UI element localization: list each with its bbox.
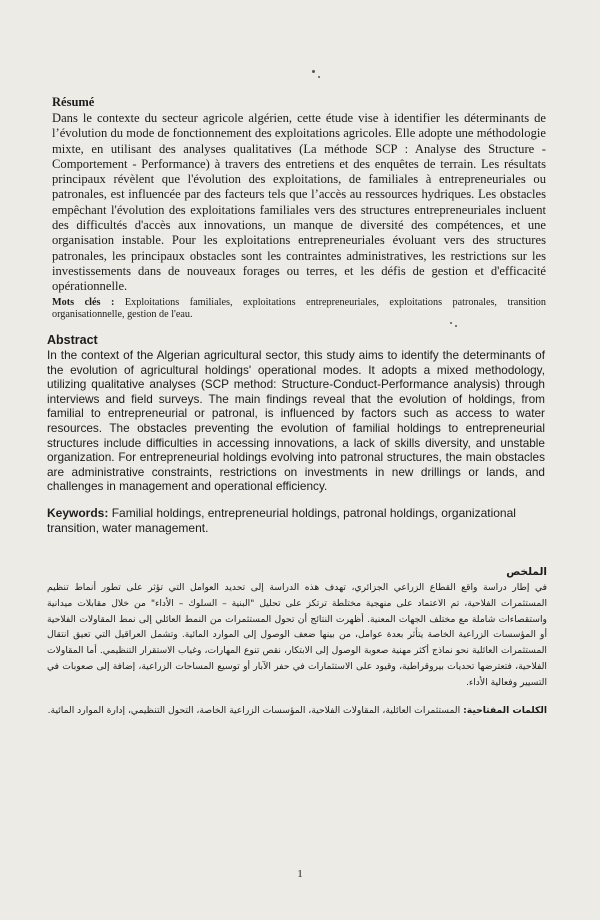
resume-keywords-label: Mots clés :: [52, 296, 115, 308]
arabic-abstract-body: في إطار دراسة واقع القطاع الزراعي الجزائري، تهدف هذه الدراسة إلى تحديد العوامل التي تؤثر على تطور أنماط تنظيم المستثمرات الفلاحية، تم الاعتماد على منهجية مختلطة ترتكز على تحليل "البنية – السلوك – الأداء" من خلال مقابلات ميدانية واستقصاءات شاملة مع مختلف الجهات المعنية. أظهرت النتائج أن تحول المستثمرات من النمط العائلي إلى نمط المقاولات الفلاحية أو المؤسسات الزراعية الخاصة يتأثر بعدة عوامل، من بينها ضعف الوصول إلى الموارد المائية. وتشمل العراقيل التي تعيق انتقال المستثمرات العائلية نحو نماذج أكثر مهنية صعوبة الوصول إلى الابتكار، نقص تنوع المهارات، وغياب الاستقرار التنظيمي. أما المقاولات الفلاحية، فتعترضها تحديات بيروقراطية، وقيود على الاستثمارات في حفر الآبار أو توسيع المساحات الزراعية، إضافة إلى صعوبات في التسيير وفعالية الأداء.: [47, 582, 547, 688]
abstract-keywords-text: Familial holdings, entrepreneurial holdings, patronal holdings, organizational transition, water management.: [47, 505, 516, 535]
abstract-body: In the context of the Algerian agricultural sector, this study aims to identify the determinants of the evolution of agricultural holdings' operational modes. It adopts a mixed methodology, utilizing qualitative analyses (SCP method: Structure-Conduct-Performance analysis) through interviews and field surveys. The main findings reveal that the evolution of holdings, from familial to entrepreneurial or patronal, is influenced by factors such as access to water resources. The obstacles preventing the evolution of familial holdings to entrepreneurial structures include difficulties in accessing innovations, a lack of skills diversity, and unstable organization. For entrepreneurial holdings evolving into patronal structures, the main obstacles are administrative constraints, restrictions on investments in new drillings or lands, and challenges in management and operational efficiency.: [47, 348, 545, 494]
abstract-keywords: [47, 506, 545, 535]
resume-body: Dans le contexte du secteur agricole algérien, cette étude vise à identifier les déterminants de l’évolution du mode de fonctionnement des exploitations agricoles. Elle adopte une méthodologie mixte, en utilisant des analyses qualitatives (La méthode SCP : Analyse des Structure - Comportement - Performance) à travers des entretiens et des enquêtes de terrain. Les résultats principaux révèlent que l'évolution des exploitations, de familiales à entrepreneuriales ou patronales, est influencée par des facteurs tels que l’accès au ressources hydriques. Les obstacles empêchant l'évolution des exploitations familiales vers des structures entrepreneuriales incluent des difficultés d'accès aux innovations, un manque de diversité des compétences, et une organisation instable. Pour les exploitations entrepreneuriales évoluant vers des structures patronales, les principaux obstacles sont les contraintes administratives, les restrictions sur les investissements dans de nouveaux forages ou terres, et les défis de gestion et d'efficacité opérationnelle.: [52, 111, 546, 294]
scan-speck: [455, 325, 457, 327]
resume-keywords: [52, 297, 546, 322]
resume-section: [52, 95, 546, 322]
resume-keywords-text: Exploitations familiales, exploitations entrepreneuriales, exploitations patronales, transition organisationnelle, gestion de l'eau.: [52, 296, 546, 321]
abstract-keywords-label: Keywords:: [47, 505, 109, 520]
arabic-keywords-text: المستثمرات العائلية، المقاولات الفلاحية، المؤسسات الزراعية الخاصة، التحول التنظيمي، إدارة الموارد المائية.: [47, 704, 464, 716]
scan-speck: [450, 322, 452, 324]
abstract-heading: Abstract: [47, 333, 98, 347]
arabic-abstract-section: [47, 566, 547, 718]
arabic-keywords-label: الكلمات المفتاحية:: [463, 704, 547, 716]
arabic-abstract-heading: الملخص: [506, 566, 547, 578]
resume-heading: Résumé: [52, 95, 95, 109]
scan-speck: [318, 76, 320, 78]
scan-speck: [312, 70, 315, 73]
arabic-keywords: [47, 703, 547, 719]
abstract-section: [47, 333, 545, 535]
page-number: 1: [297, 868, 303, 880]
